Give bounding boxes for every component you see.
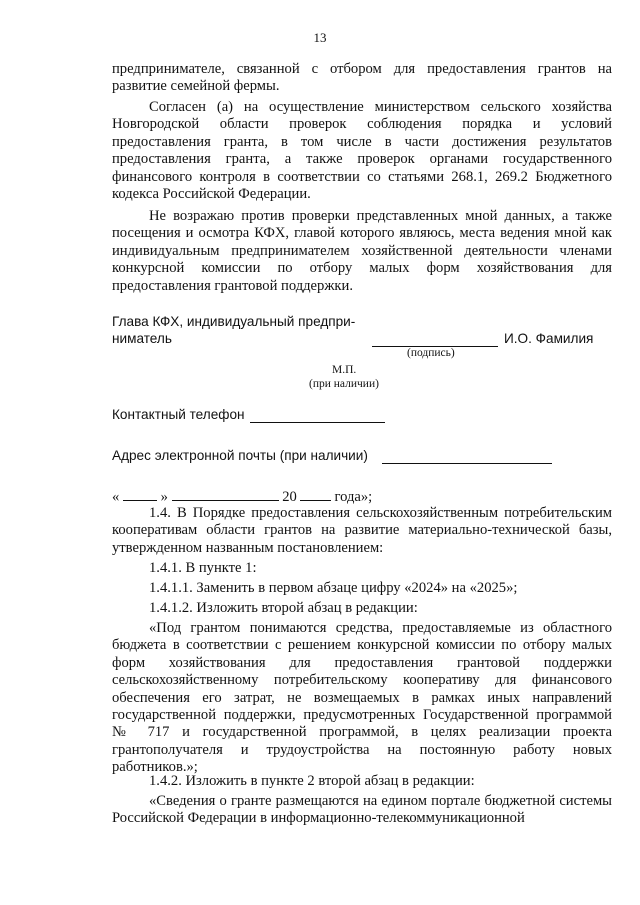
date-open-quote: « (112, 489, 120, 505)
paragraph-grant-definition: «Под грантом понимаются средства, предоставляемые из областного бюджета в соответствии с решением конкурсной комиссии по отбору малых форм хозяйствования для предоставления грантовой поддержки сельскохозяйственному потребительскому кооперативу для финансового обеспечения его затрат, не возмещаемых в рамках иных направлений государственной поддержки, предусмотренных Государственной программой № 717 и государственной программой, в целях реализации проекта грантополучателя и трудоустройства на постоянную работу новых работников.»; (112, 620, 612, 776)
paragraph-grant-info: «Сведения о гранте размещаются на едином портале бюджетной системы Российской Федерации в информационно-телекоммуникационной (112, 793, 612, 827)
paragraph-1-4-1-1: 1.4.1.1. Заменить в первом абзаце цифру «2024» на «2025»; (149, 580, 518, 596)
date-year-prefix: 20 (282, 489, 297, 505)
signature-role-line2: ниматель (112, 331, 172, 346)
paragraph-1-4-2: 1.4.2. Изложить в пункте 2 второй абзац в редакции: (149, 773, 475, 789)
phone-label: Контактный телефон (112, 407, 245, 422)
date-close-quote: » (160, 489, 168, 505)
signature-name: И.О. Фамилия (504, 331, 594, 346)
paragraph-intro-1: предпринимателе, связанной с отбором для предоставления грантов на развитие семейной фермы. (112, 61, 612, 95)
signature-role-line1: Глава КФХ, индивидуальный предпри- (112, 314, 356, 329)
date-line (112, 486, 372, 506)
date-day-field[interactable] (123, 486, 157, 501)
email-field[interactable] (382, 449, 552, 464)
signature-caption: (подпись) (407, 347, 455, 359)
stamp-label: М.П. (332, 364, 357, 376)
email-label: Адрес электронной почты (при наличии) (112, 448, 368, 463)
phone-field[interactable] (250, 408, 385, 423)
paragraph-1-4: 1.4. В Порядке предоставления сельскохозяйственным потребительским кооперативам области грантов на развитие материально-технической базы, утвержденном названным постановлением: (112, 505, 612, 556)
date-month-field[interactable] (172, 486, 279, 501)
date-year-field[interactable] (300, 486, 331, 501)
paragraph-no-objection: Не возражаю против проверки представленных мной данных, а также посещения и осмотра КФХ, главой которого являюсь, места ведения мной как индивидуальным предпринимателем хозяйственной деятельности членами конкурсной комиссии по отбору малых форм хозяйствования для предоставления грантовой поддержки. (112, 208, 612, 294)
paragraph-consent: Согласен (а) на осуществление министерством сельского хозяйства Новгородской области проверок соблюдения порядка и условий предоставления гранта, в том числе в части достижения результатов предоставления гранта, а также проверок органами государственного финансового контроля в соответствии со статьями 268.1, 269.2 Бюджетного кодекса Российской Федерации. (112, 99, 612, 203)
date-year-suffix: года»; (334, 489, 373, 505)
page-number: 13 (313, 30, 327, 45)
paragraph-1-4-1: 1.4.1. В пункте 1: (149, 560, 257, 576)
stamp-note: (при наличии) (309, 378, 379, 390)
paragraph-1-4-1-2: 1.4.1.2. Изложить второй абзац в редакции: (149, 600, 418, 616)
